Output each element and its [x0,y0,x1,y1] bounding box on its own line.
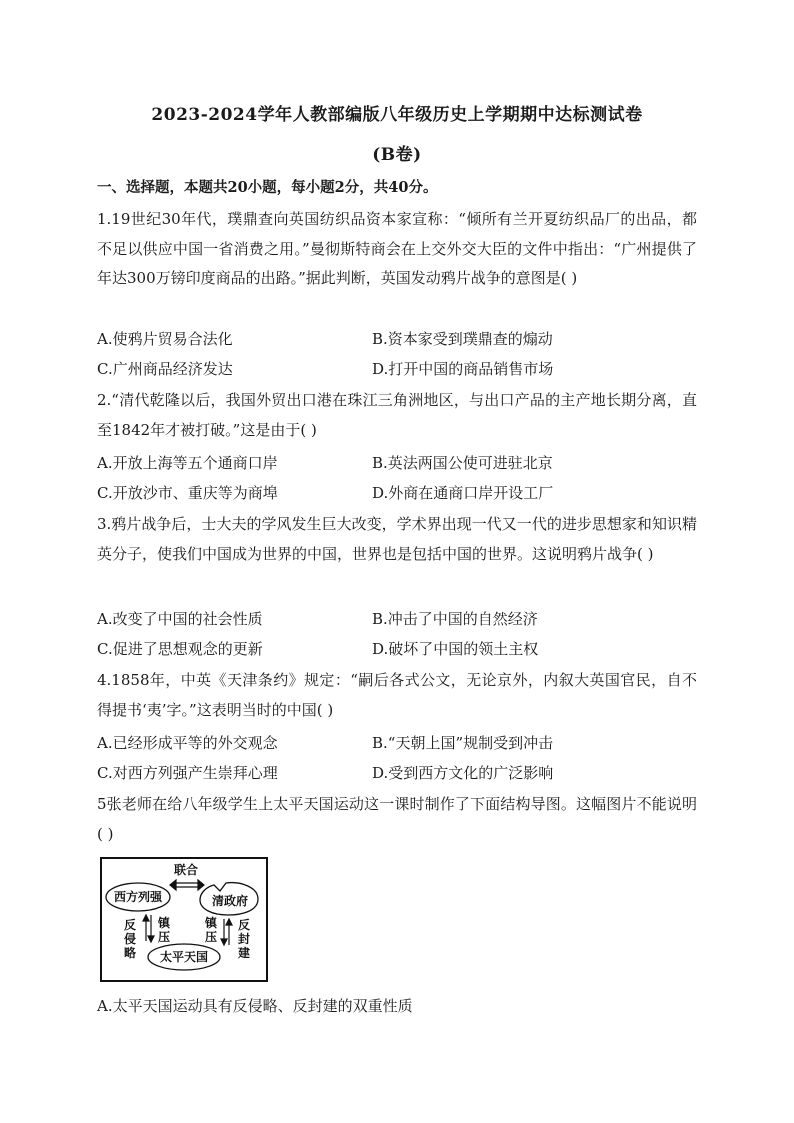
question-1-option-b[interactable]: B.资本家受到璞鼎查的煽动 [372,330,553,348]
question-5-option-a[interactable]: A.太平天国运动具有反侵略、反封建的双重性质 [97,997,413,1015]
union-label: 联合 [173,863,199,877]
question-3-stem: 3.鸦片战争后，士大夫的学风发生巨大改变，学术界出现一代又一代的进步思想家和知识精英分子，使我们中国成为世界的中国，世界也是包括中国的世界。这说明鸦片战争( ) [97,515,697,563]
question-3-option-c[interactable]: C.促进了思想观念的更新 [97,640,263,658]
taiping-label: 太平天国 [159,950,209,964]
question-1-stem: 1.19世纪30年代，璞鼎查向英国纺织品资本家宣称：“倾所有兰开夏纺织品厂的出品，都不足以供应中国一省消费之用。”曼彻斯特商会在上交外交大臣的文件中指出：“广州提供了年达300万镑印度商品的出路。”据此判断，英国发动鸦片战争的意图是( ) [97,210,697,287]
west-powers-label: 西方列强 [113,890,163,904]
question-1-option-d[interactable]: D.打开中国的商品销售市场 [372,360,554,378]
question-4-options [97,728,697,788]
question-2-option-b[interactable]: B.英法两国公使可进驻北京 [372,454,553,472]
anti-aggression-char-3: 略 [123,946,137,960]
question-5-stem: 5张老师在给八年级学生上太平天国运动这一课时制作了下面结构导图。这幅图片不能说明( ) [97,795,697,843]
right-arrows [221,919,232,945]
anti-aggression-char-1: 反 [123,918,137,932]
taiping-structure-diagram [100,857,268,982]
exam-title: 2023-2024学年人教部编版八年级历史上学期期中达标测试卷 [151,105,643,125]
question-1-option-c[interactable]: C.广州商品经济发达 [97,360,233,378]
question-2-option-d[interactable]: D.外商在通商口岸开设工厂 [372,484,554,502]
section-heading: 一、选择题，本题共20小题，每小题2分，共40分。 [97,179,438,196]
question-4-option-c[interactable]: C.对西方列强产生崇拜心理 [97,764,278,782]
question-2-options [97,448,697,508]
question-1-options [97,324,697,384]
question-3-option-a[interactable]: A.改变了中国的社会性质 [97,610,263,628]
qing-government-label: 清政府 [211,894,249,908]
left-arrows [143,915,154,942]
question-4-option-b[interactable]: B.“天朝上国”规制受到冲击 [372,734,554,752]
anti-feudal-char-2: 封 [237,932,251,946]
anti-aggression-char-2: 侵 [123,932,137,946]
anti-feudal-char-1: 反 [237,918,251,932]
union-double-arrow [170,880,204,890]
question-4-option-a[interactable]: A.已经形成平等的外交观念 [97,734,278,752]
suppress-right-char-2: 压 [204,930,218,944]
question-1-option-a[interactable]: A.使鸦片贸易合法化 [97,330,233,348]
question-4-stem: 4.1858年，中英《天津条约》规定：“嗣后各式公文，无论京外，内叙大英国官民，自不得提书‘夷’字。”这表明当时的中国( ) [97,671,697,719]
suppress-left-char-1: 镇 [157,916,171,930]
question-3-option-b[interactable]: B.冲击了中国的自然经济 [372,610,538,628]
question-2-option-a[interactable]: A.开放上海等五个通商口岸 [97,454,278,472]
question-2-stem: 2.“清代乾隆以后，我国外贸出口港在珠江三角洲地区，与出口产品的主产地长期分离，直至1842年才被打破。”这是由于( ) [97,391,697,439]
suppress-left-char-2: 压 [157,930,171,944]
question-3-option-d[interactable]: D.破坏了中国的领土主权 [372,640,539,658]
suppress-right-char-1: 镇 [204,916,218,930]
question-2-option-c[interactable]: C.开放沙市、重庆等为商埠 [97,484,278,502]
question-4-option-d[interactable]: D.受到西方文化的广泛影响 [372,764,554,782]
exam-subtitle: (B卷) [372,145,422,165]
question-3-options [97,604,697,664]
anti-feudal-char-3: 建 [237,946,251,960]
